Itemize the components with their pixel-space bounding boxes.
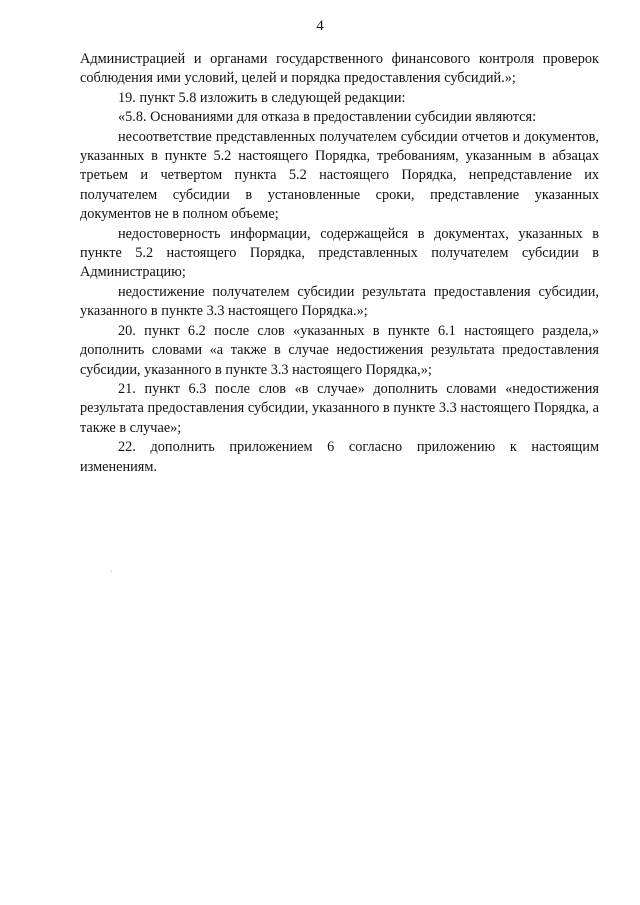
- paragraph-item-21: 21. пункт 6.3 после слов «в случае» дополнить словами «недостижения результата предоставления субсидии, указанного в пункте 3.3 настоящего Порядка, а также в случае»;: [80, 380, 599, 436]
- paragraph-item-19: 19. пункт 5.8 изложить в следующей редакции:: [118, 89, 406, 106]
- paragraph-ground-nonachievement: недостижение получателем субсидии результата предоставления субсидии, указанного в пункте 3.3 настоящего Порядка.»;: [80, 283, 599, 320]
- paragraph-ground-inaccuracy: недостоверность информации, содержащейся в документах, указанных в пункте 5.2 настоящего Порядка, представленных получателем субсидии в Администрацию;: [80, 225, 599, 281]
- paragraph-clause-5-8: «5.8. Основаниями для отказа в предоставлении субсидии являются:: [118, 109, 537, 126]
- page-number: 4: [316, 18, 324, 34]
- scan-speck: [111, 571, 112, 572]
- paragraph-ground-nonconformity: несоответствие представленных получателем субсидии отчетов и документов, указанных в пункте 5.2 настоящего Порядка, требованиям, указанным в абзацах третьем и четвертом пункта 5.2 настоящего Порядка, непредставление их получателем субсидии в установленные сроки, представление указанных документов не в полном объеме;: [80, 128, 599, 223]
- paragraph-item-22: 22. дополнить приложением 6 согласно приложению к настоящим изменениям.: [80, 439, 599, 475]
- paragraph-continuation: Администрацией и органами государственного финансового контроля проверок соблюдения ими условий, целей и порядка предоставления субсидий.»;: [80, 51, 599, 87]
- paragraph-item-20: 20. пункт 6.2 после слов «указанных в пункте 6.1 настоящего раздела,» дополнить словами «а также в случае недостижения результата предоставления субсидии, указанного в пункте 3.3 настоящего Порядка,»;: [80, 322, 599, 378]
- document-body: [80, 50, 599, 477]
